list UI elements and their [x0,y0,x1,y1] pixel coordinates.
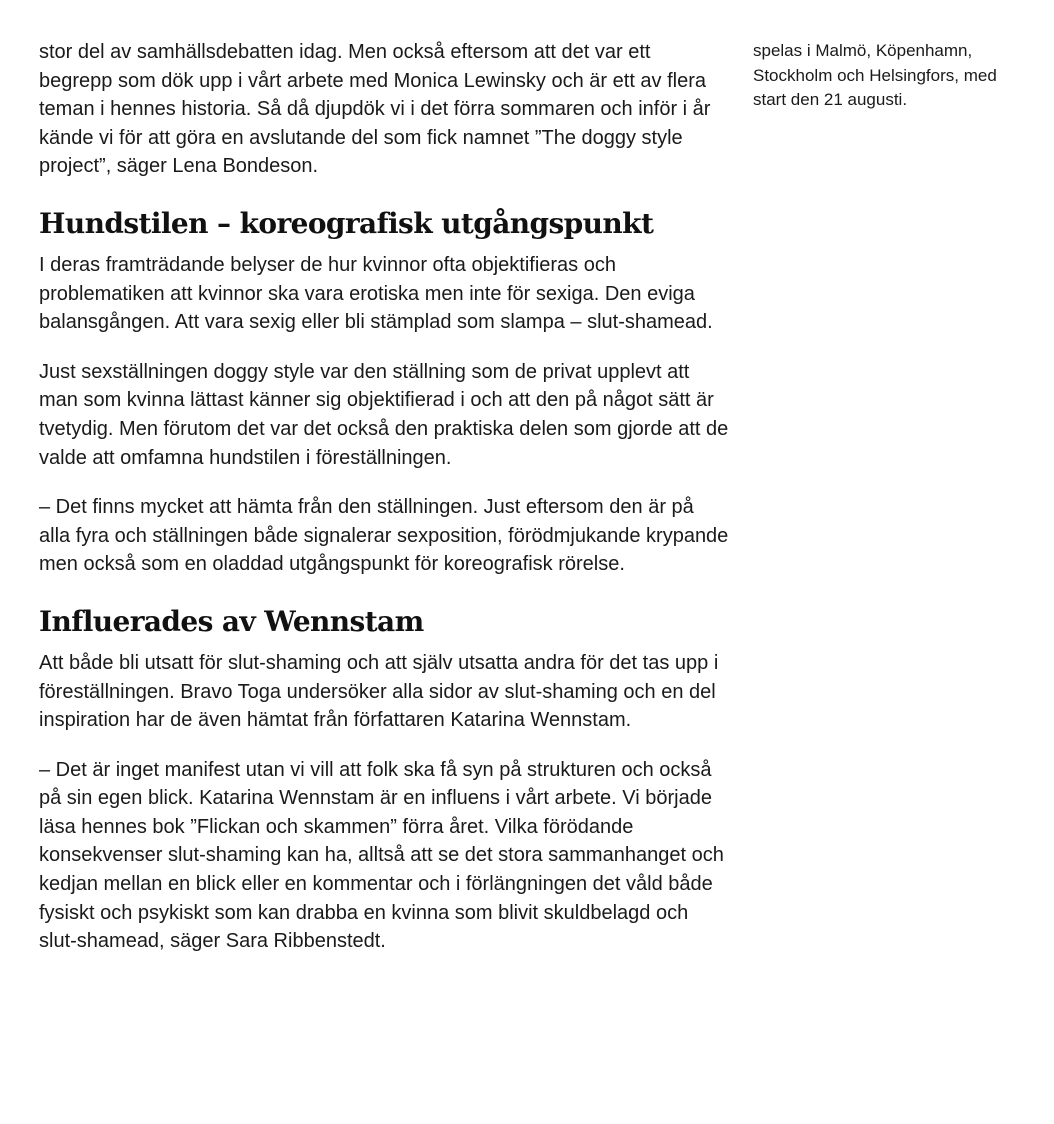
article-paragraph: I deras framträdande belyser de hur kvinnor ofta objektifieras och problematiken att kvinnor ska vara erotiska men inte för sexiga. Den eviga balansgången. Att vara sexig eller bli stämplad som slampa – slut-shamead. [39,253,713,334]
article-intro-paragraph: stor del av samhällsdebatten idag. Men också eftersom att det var ett begrepp som dök upp i vårt arbete med Monica Lewinsky och är ett av flera teman i hennes historia. Så då djupdök vi i det förra sommaren och inför i år kände vi för att göra en avslutande del som fick namnet ”The doggy style project”, säger Lena Bondeson. [39,41,711,178]
article-paragraph: Just sexställningen doggy style var den ställning som de privat upplevt att man som kvinna lättast känner sig objektifierad i och att den på något sätt är tvetydig. Men förutom det var det också den praktiska delen som gjorde att de valde att omfamna hundstilen i föreställningen. [39,360,729,469]
section-heading-wennstam: Influerades av Wennstam [39,604,424,638]
section-heading-hundstilen: Hundstilen – koreografisk utgångspunkt [39,206,654,240]
article-paragraph: Att både bli utsatt för slut-shaming och att själv utsatta andra för det tas upp i föreställningen. Bravo Toga undersöker alla sidor av slut-shaming och en del inspiration har de även hämtat från författaren Katarina Wennstam. [39,651,719,732]
article-paragraph: – Det är inget manifest utan vi vill att folk ska få syn på strukturen och också på sin egen blick. Katarina Wennstam är en influens i vårt arbete. Vi började läsa hennes bok ”Flickan och skammen” förra året. Vilka förödande konsekvenser slut-shaming kan ha, alltså att se det stora sammanhanget och kedjan mellan en blick eller en kommentar och i förlängningen det våld både fysiskt och psykiskt som kan drabba en kvinna som blivit skuldbelagd och slut-shamead, säger Sara Ribbenstedt. [39,758,724,953]
sidebar-fact-box [753,39,1028,113]
sidebar-text: spelas i Malmö, Köpenhamn, Stockholm och Helsingfors, med start den 21 augusti. [753,41,997,109]
article-paragraph: – Det finns mycket att hämta från den ställningen. Just eftersom den är på alla fyra och ställningen både signalerar sexposition, förödmjukande krypande men också som en oladdad utgångspunkt för koreografisk rörelse. [39,496,729,576]
article-body [39,38,729,977]
